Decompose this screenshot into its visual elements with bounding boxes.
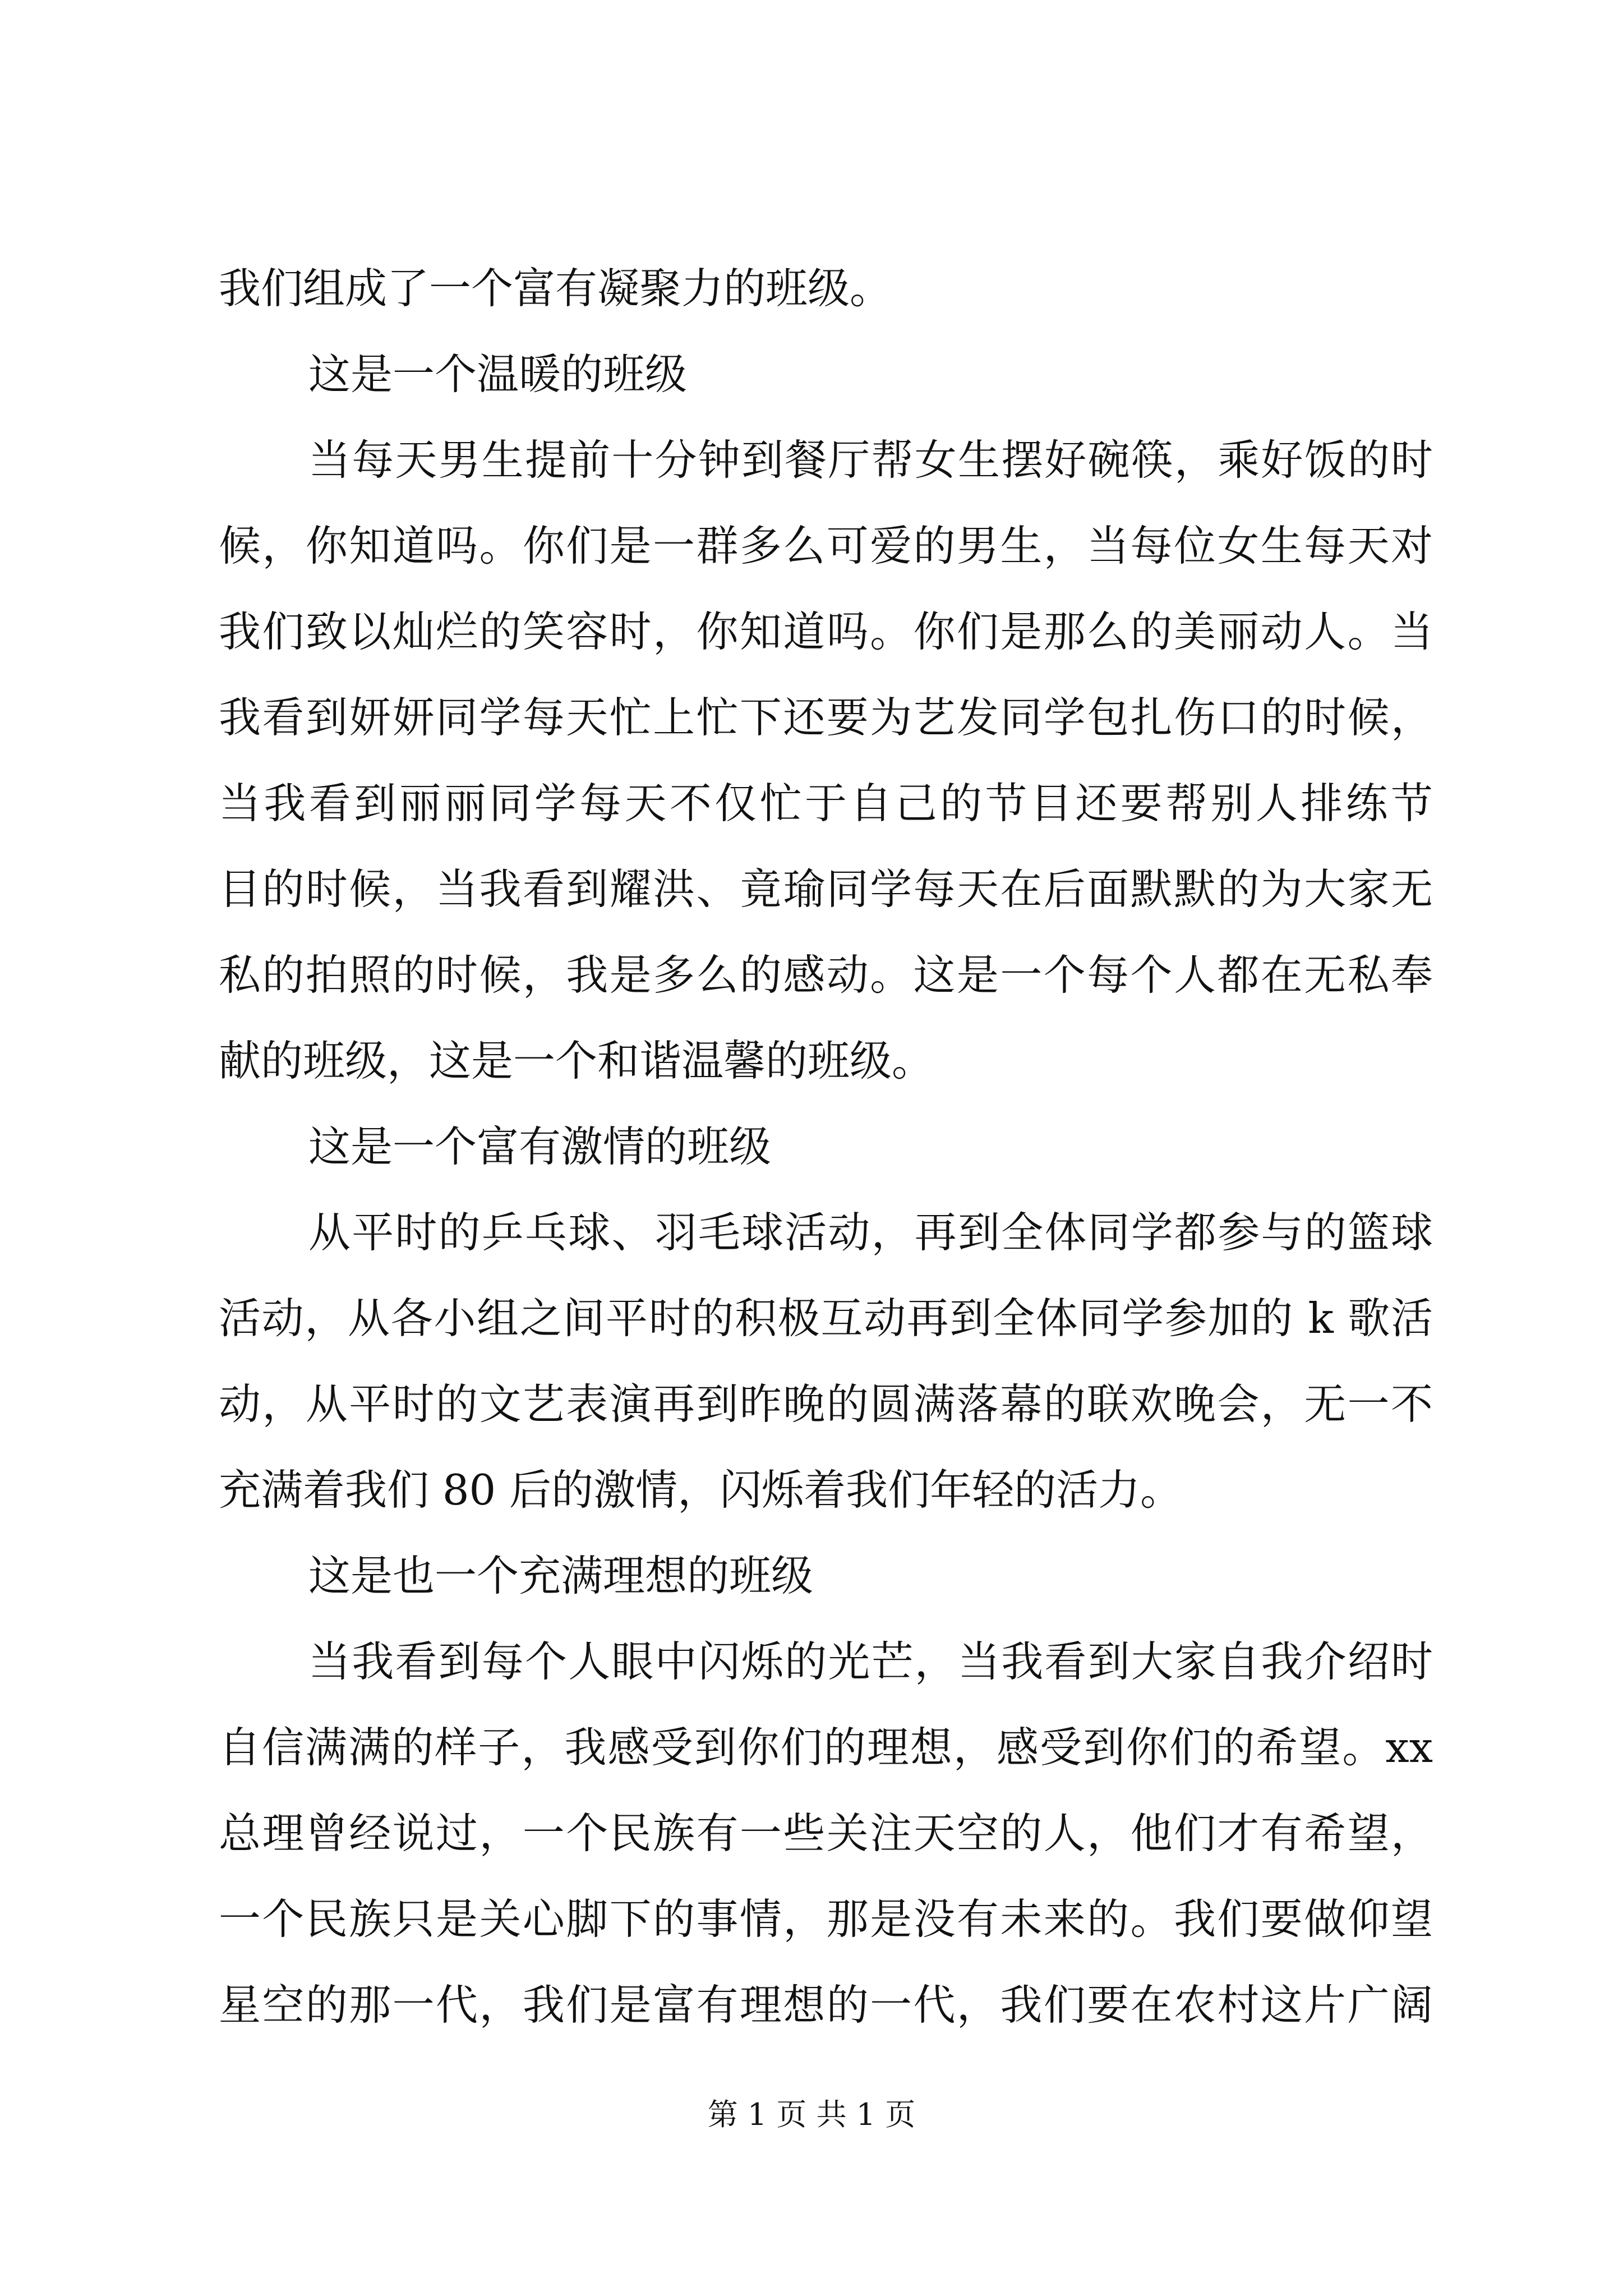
- text-line: 总理曾经说过，一个民族有一些关注天空的人，他们才有希望，: [219, 1809, 1433, 1858]
- text-line: 动，从平时的文艺表演再到昨晚的圆满落幕的联欢晚会，无一不: [219, 1379, 1433, 1429]
- text-line: 候，你知道吗。你们是一群多么可爱的男生，当每位女生每天对: [219, 521, 1433, 570]
- text-line: 我看到妍妍同学每天忙上忙下还要为艺发同学包扎伤口的时候，: [219, 693, 1433, 742]
- text-line: 星空的那一代，我们是富有理想的一代，我们要在农村这片广阔: [219, 1980, 1433, 2030]
- text-line: 活动，从各小组之间平时的积极互动再到全体同学参加的 k 歌活: [219, 1294, 1433, 1343]
- document-body: [219, 246, 1433, 2048]
- section-heading-passion-class: 这是一个富有激情的班级: [308, 1122, 772, 1171]
- text-line: 我们组成了一个富有凝聚力的班级。: [219, 264, 892, 313]
- text-line: 一个民族只是关心脚下的事情，那是没有未来的。我们要做仰望: [219, 1894, 1433, 1944]
- section-heading-warm-class: 这是一个温暖的班级: [308, 349, 688, 399]
- text-line: 从平时的乒乓球、羽毛球活动，再到全体同学都参与的篮球: [308, 1208, 1433, 1257]
- text-line: 当每天男生提前十分钟到餐厅帮女生摆好碗筷，乘好饭的时: [308, 435, 1433, 485]
- text-line: 当我看到每个人眼中闪烁的光芒，当我看到大家自我介绍时: [308, 1637, 1433, 1686]
- text-line: 当我看到丽丽同学每天不仅忙于自己的节目还要帮别人排练节: [219, 779, 1433, 828]
- section-heading-ideal-class: 这是也一个充满理想的班级: [308, 1551, 814, 1600]
- text-line: 目的时候，当我看到耀洪、竟瑜同学每天在后面默默的为大家无: [219, 864, 1433, 914]
- page-number-footer: 第 1 页 共 1 页: [707, 2097, 916, 2132]
- text-line: 私的拍照的时候，我是多么的感动。这是一个每个人都在无私奉: [219, 950, 1433, 1000]
- text-line: 自信满满的样子，我感受到你们的理想，感受到你们的希望。xx: [219, 1723, 1433, 1772]
- text-line: 充满着我们 80 后的激情，闪烁着我们年轻的活力。: [219, 1465, 1183, 1515]
- text-line: 我们致以灿烂的笑容时，你知道吗。你们是那么的美丽动人。当: [219, 607, 1433, 656]
- text-line: 献的班级，这是一个和谐温馨的班级。: [219, 1036, 934, 1085]
